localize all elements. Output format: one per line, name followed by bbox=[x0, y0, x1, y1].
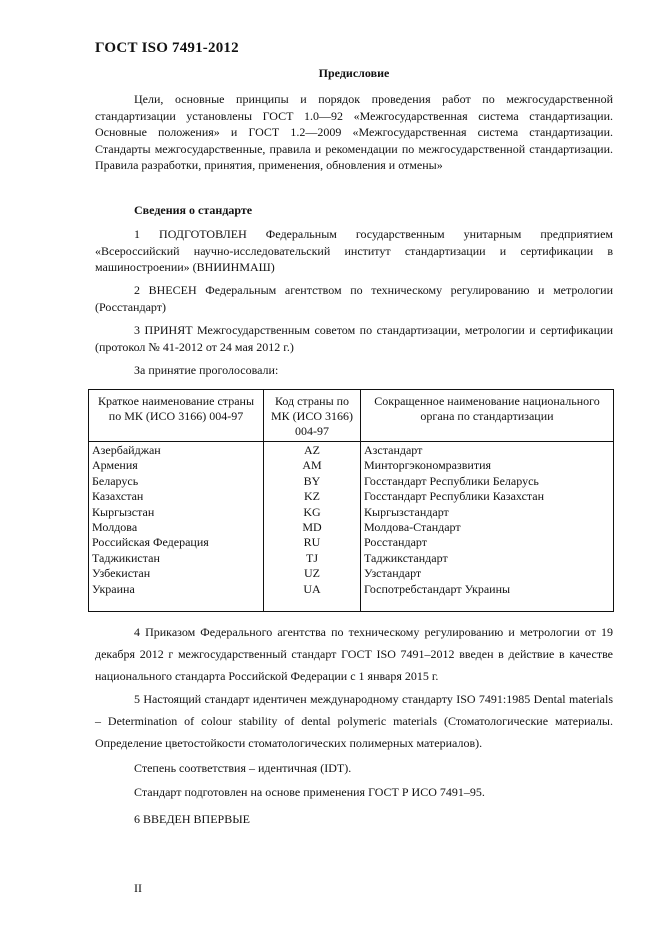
standards-body: Госпотребстандарт Украины bbox=[361, 582, 614, 612]
country-name: Узбекистан bbox=[89, 566, 264, 581]
standards-body: Узстандарт bbox=[361, 566, 614, 581]
country-code: MD bbox=[264, 520, 361, 535]
table-row bbox=[89, 474, 614, 489]
document-header-id: ГОСТ ISO 7491-2012 bbox=[95, 40, 239, 56]
country-name: Азербайджан bbox=[89, 442, 264, 459]
header-country-code: Код страны по МК (ИСО 3166) 004-97 bbox=[264, 390, 361, 442]
item-5-identical-standard: 5 Настоящий стандарт идентичен международному стандарту ISO 7491:1985 Dental materials – Determination of colour stability of dental polymeric materials (Стоматологические материалы. Определение цветостойкости стоматологических полимерных материалов). bbox=[95, 692, 613, 750]
country-name: Казахстан bbox=[89, 489, 264, 504]
standards-body: Азстандарт bbox=[361, 442, 614, 459]
country-code: TJ bbox=[264, 551, 361, 566]
country-code: AM bbox=[264, 458, 361, 473]
header-country-name: Краткое наименование страны по МК (ИСО 3166) 004-97 bbox=[89, 390, 264, 442]
standards-body: Молдова-Стандарт bbox=[361, 520, 614, 535]
table-row bbox=[89, 520, 614, 535]
standard-info-heading: Сведения о стандарте bbox=[134, 203, 253, 217]
item-4-enactment-order: 4 Приказом Федерального агентства по техническому регулированию и метрологии от 19 декабря 2012 г межгосударственный стандарт ГОСТ ISO 7491–2012 введен в действие в качестве национального стандарта Российской Федерации с 1 января 2015 г. bbox=[95, 625, 613, 683]
country-code: UZ bbox=[264, 566, 361, 581]
country-code: UA bbox=[264, 582, 361, 612]
voting-countries-table bbox=[88, 389, 614, 612]
voting-intro: За принятие проголосовали: bbox=[134, 363, 279, 377]
country-code: BY bbox=[264, 474, 361, 489]
item-2-submitted-by: 2 ВНЕСЕН Федеральным агентством по техническому регулированию и метрологии (Росстандарт) bbox=[95, 283, 613, 314]
standards-body: Госстандарт Республики Казахстан bbox=[361, 489, 614, 504]
foreword-title: Предисловие bbox=[318, 66, 390, 80]
foreword-intro-paragraph: Цели, основные принципы и порядок проведения работ по межгосударственной стандартизации установлены ГОСТ 1.0—92 «Межгосударственная система стандартизации. Основные положения» и ГОСТ 1.2—2009 «Межгосударственная система стандартизации. Стандарты межгосударственные, правила и рекомендации по межгосударственной стандартизации. Правила разработки, принятия, применения, обновления и отмены» bbox=[95, 92, 613, 172]
standards-body: Росстандарт bbox=[361, 535, 614, 550]
country-code: KG bbox=[264, 505, 361, 520]
item-1-prepared-by: 1 ПОДГОТОВЛЕН Федеральным государственным унитарным предприятием «Всероссийский научно-исследовательский институт стандартизации и сертификации в машиностроении» (ВНИИНМАШ) bbox=[95, 227, 613, 274]
table-row bbox=[89, 505, 614, 520]
country-name: Российская Федерация bbox=[89, 535, 264, 550]
country-code: KZ bbox=[264, 489, 361, 504]
table-row bbox=[89, 566, 614, 581]
table-row bbox=[89, 535, 614, 550]
table-row bbox=[89, 551, 614, 566]
country-name: Беларусь bbox=[89, 474, 264, 489]
table-row bbox=[89, 582, 614, 612]
standards-body: Госстандарт Республики Беларусь bbox=[361, 474, 614, 489]
standards-body: Таджикстандарт bbox=[361, 551, 614, 566]
standards-body: Кыргызстандарт bbox=[361, 505, 614, 520]
page-number: II bbox=[134, 881, 142, 895]
conformity-degree: Степень соответствия – идентичная (IDT). bbox=[134, 761, 352, 775]
table-header-row bbox=[89, 390, 614, 442]
table-row bbox=[89, 458, 614, 473]
country-name: Армения bbox=[89, 458, 264, 473]
country-name: Таджикистан bbox=[89, 551, 264, 566]
prepared-basis: Стандарт подготовлен на основе применения ГОСТ Р ИСО 7491–95. bbox=[134, 785, 485, 799]
country-code: AZ bbox=[264, 442, 361, 459]
country-name: Молдова bbox=[89, 520, 264, 535]
table-row bbox=[89, 489, 614, 504]
item-6-introduced-first: 6 ВВЕДЕН ВПЕРВЫЕ bbox=[134, 812, 250, 826]
country-name: Кыргызстан bbox=[89, 505, 264, 520]
standards-body: Минторгэкономразвития bbox=[361, 458, 614, 473]
header-standards-body: Сокращенное наименование национального органа по стандартизации bbox=[361, 390, 614, 442]
item-3-adopted-by: 3 ПРИНЯТ Межгосударственным советом по стандартизации, метрологии и сертификации (протокол № 41-2012 от 24 мая 2012 г.) bbox=[95, 323, 613, 354]
table-row bbox=[89, 442, 614, 459]
country-name: Украина bbox=[89, 582, 264, 612]
country-code: RU bbox=[264, 535, 361, 550]
